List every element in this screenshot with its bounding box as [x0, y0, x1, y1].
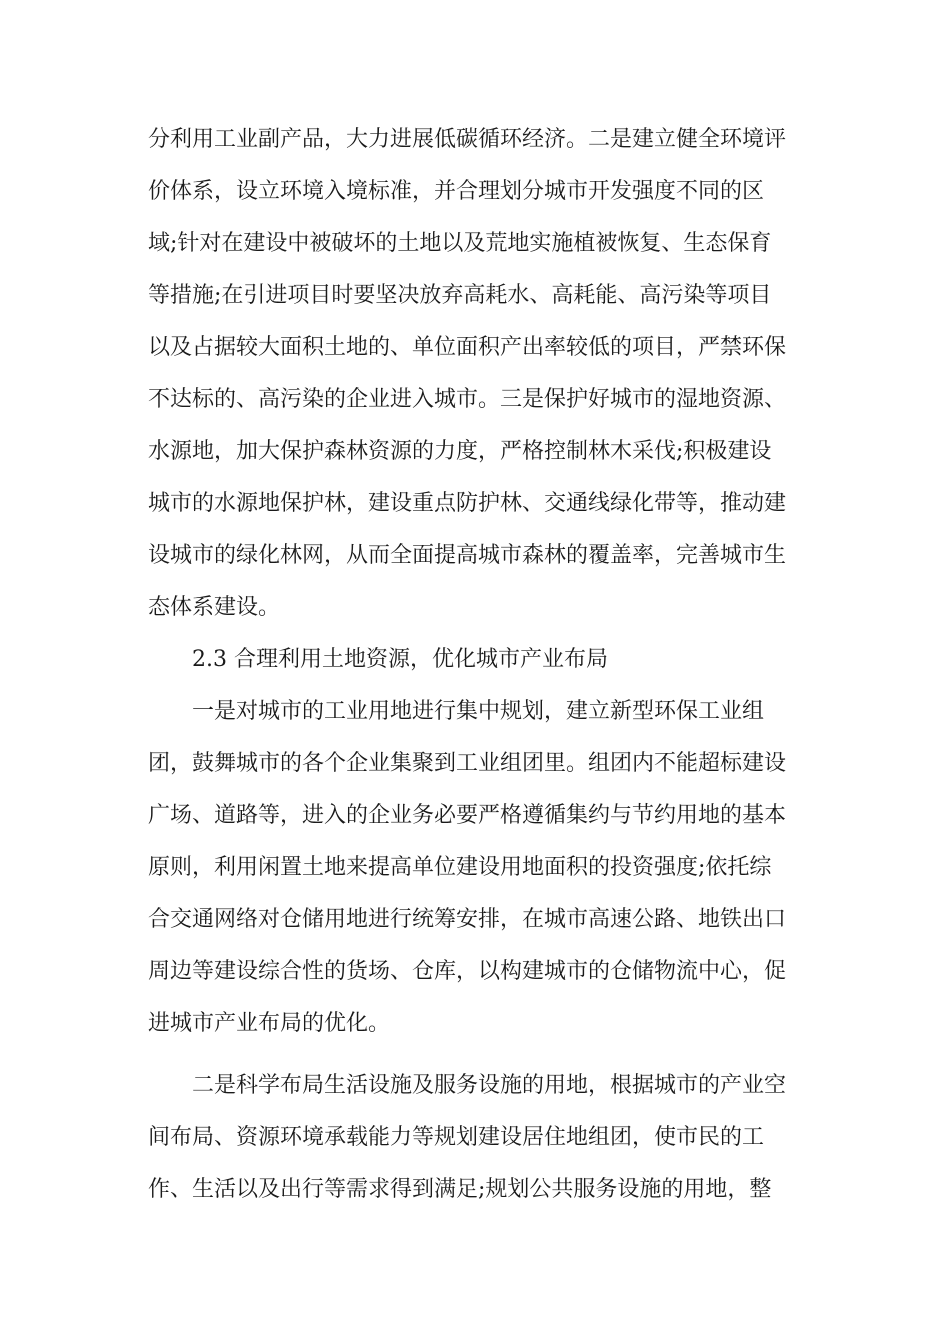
section-heading-text: 2.3 合理利用土地资源，优化城市产业布局 — [192, 647, 608, 672]
paragraph-industrial-land — [148, 686, 800, 1050]
text-line: 进城市产业布局的优化。 — [148, 1011, 391, 1036]
paragraph-living-facilities — [148, 1060, 800, 1216]
paragraph-spacer — [148, 1050, 800, 1060]
text-line: 原则，利用闲置土地来提高单位建设用地面积的投资强度;依托综 — [148, 855, 772, 880]
text-line: 价体系，设立环境入境标准，并合理划分城市开发强度不同的区 — [148, 179, 765, 204]
text-line: 分利用工业副产品，大力进展低碳循环经济。二是建立健全环境评 — [148, 127, 787, 152]
text-line: 二是科学布局生活设施及服务设施的用地，根据城市的产业空 — [192, 1073, 787, 1098]
text-line: 不达标的、高污染的企业进入城市。三是保护好城市的湿地资源、 — [148, 387, 787, 412]
text-line: 广场、道路等，进入的企业务必要严格遵循集约与节约用地的基本 — [148, 803, 787, 828]
text-line: 等措施;在引进项目时要坚决放弃高耗水、高耗能、高污染等项目 — [148, 283, 772, 308]
text-line: 周边等建设综合性的货场、仓库，以构建城市的仓储物流中心，促 — [148, 959, 787, 984]
document-body — [148, 114, 800, 1216]
text-line: 一是对城市的工业用地进行集中规划，建立新型环保工业组 — [192, 699, 765, 724]
text-line: 合交通网络对仓储用地进行统筹安排，在城市高速公路、地铁出口 — [148, 907, 787, 932]
text-line: 团，鼓舞城市的各个企业集聚到工业组团里。组团内不能超标建设 — [148, 751, 787, 776]
text-line: 水源地，加大保护森林资源的力度，严格控制林木采伐;积极建设 — [148, 439, 772, 464]
text-line: 设城市的绿化林网，从而全面提高城市森林的覆盖率，完善城市生 — [148, 543, 787, 568]
paragraph-environment — [148, 114, 800, 634]
text-line: 以及占据较大面积土地的、单位面积产出率较低的项目，严禁环保 — [148, 335, 787, 360]
text-line: 城市的水源地保护林，建设重点防护林、交通线绿化带等，推动建 — [148, 491, 787, 516]
text-line: 域;针对在建设中被破坏的土地以及荒地实施植被恢复、生态保育 — [148, 231, 772, 256]
section-heading-2-3 — [148, 634, 800, 686]
text-line: 间布局、资源环境承载能力等规划建设居住地组团，使市民的工 — [148, 1125, 765, 1150]
text-line: 作、生活以及出行等需求得到满足;规划公共服务设施的用地，整 — [148, 1177, 772, 1202]
text-line: 态体系建设。 — [148, 595, 281, 620]
